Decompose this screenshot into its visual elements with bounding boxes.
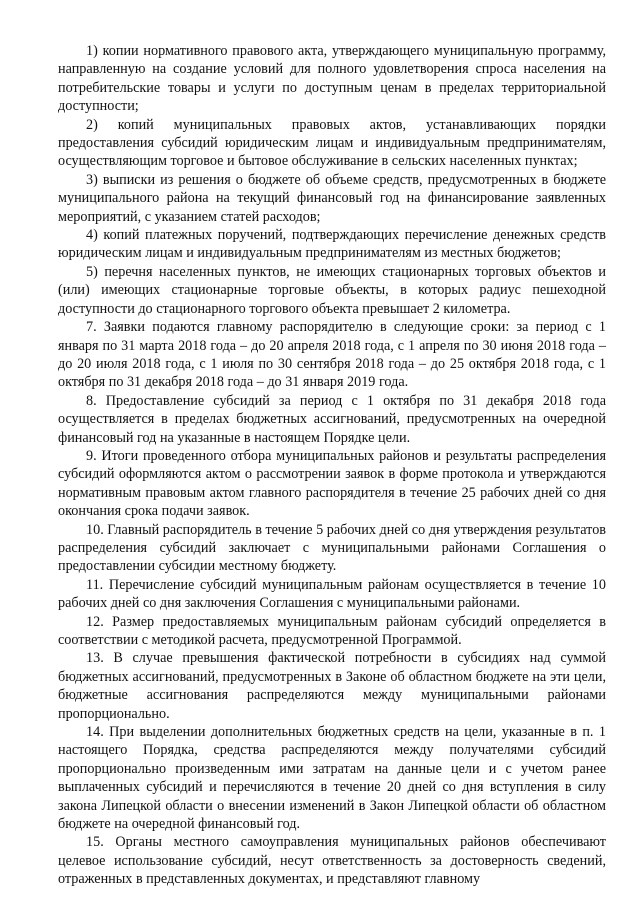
clause-14: 14. При выделении дополнительных бюджетных средств на цели, указанные в п. 1 настоящего Порядка, средства распределяются между получателями субсидий пропорционально произведенным ими затратам на данные цели и с учетом ранее выплаченных субсидий и перечисляются в течение 20 дней со дня вступления в силу закона Липецкой области о внесении изменений в Закон Липецкой области об областном бюджете на очередной финансовый год.	[58, 724, 606, 833]
clause-12: 12. Размер предоставляемых муниципальным районам субсидий определяется в соответствии с методикой расчета, предусмотренной Программой.	[58, 613, 606, 648]
clause-15: 15. Органы местного самоуправления муниципальных районов обеспечивают целевое использование субсидий, несут ответственность за достоверность сведений, отраженных в представленных документах, и представляют главному	[58, 834, 606, 888]
clause-10: 10. Главный распорядитель в течение 5 рабочих дней со дня утверждения результатов распределения субсидий заключает с муниципальными районами Соглашения о предоставлении субсидии местному бюджету.	[58, 521, 606, 575]
list-item-1: 1) копии нормативного правового акта, утверждающего муниципальную программу, направленную на создание условий для полного удовлетворения спроса населения на потребительские товары и услуги по доступным ценам в пределах территориальной доступности;	[58, 43, 606, 115]
clause-9: 9. Итоги проведенного отбора муниципальных районов и результаты распределения субсидий оформляются актом о рассмотрении заявок в форме протокола и утверждаются нормативным правовым актом главного распорядителя в течение 25 рабочих дней со дня окончания срока подачи заявок.	[58, 447, 606, 520]
list-item-3: 3) выписки из решения о бюджете об объеме средств, предусмотренных в бюджете муниципального района на текущий финансовый год на финансирование заявленных мероприятий, с указанием статей расходов;	[58, 171, 606, 225]
clause-13: 13. В случае превышения фактической потребности в субсидиях над суммой бюджетных ассигнований, предусмотренных в Законе об областном бюджете на эти цели, бюджетные ассигнования распределяются между муниципальными районами пропорционально.	[58, 650, 606, 722]
list-item-4: 4) копий платежных поручений, подтверждающих перечисление денежных средств юридическим лицам и индивидуальным предпринимателям из местных бюджетов;	[58, 227, 606, 262]
clause-7: 7. Заявки подаются главному распорядителю в следующие сроки: за период с 1 января по 31 марта 2018 года – до 20 апреля 2018 года, с 1 апреля по 30 июня 2018 года – до 20 июля 2018 года, с 1 июля по 30 сентября 2018 года – до 25 октября 2018 года, с 1 октября по 31 декабря 2018 года – до 31 января 2019 года.	[58, 319, 606, 391]
list-item-5: 5) перечня населенных пунктов, не имеющих стационарных торговых объектов и (или) имеющих стационарные торговые объекты, в которых радиус пешеходной доступности до стационарного торгового объекта превышает 2 километра.	[58, 263, 606, 317]
clause-11: 11. Перечисление субсидий муниципальным районам осуществляется в течение 10 рабочих дней со дня заключения Соглашения с муниципальными районами.	[58, 576, 606, 612]
list-item-2: 2) копий муниципальных правовых актов, устанавливающих порядки предоставления субсидий юридическим лицам и индивидуальным предпринимателям, осуществляющим торговое и бытовое обслуживание в сельских населенных пунктах;	[58, 116, 606, 170]
clause-8: 8. Предоставление субсидий за период с 1 октября по 31 декабря 2018 года осуществляется в пределах бюджетных ассигнований, предусмотренных на очередной финансовый год на указанные в настоящем Порядке цели.	[58, 392, 606, 446]
